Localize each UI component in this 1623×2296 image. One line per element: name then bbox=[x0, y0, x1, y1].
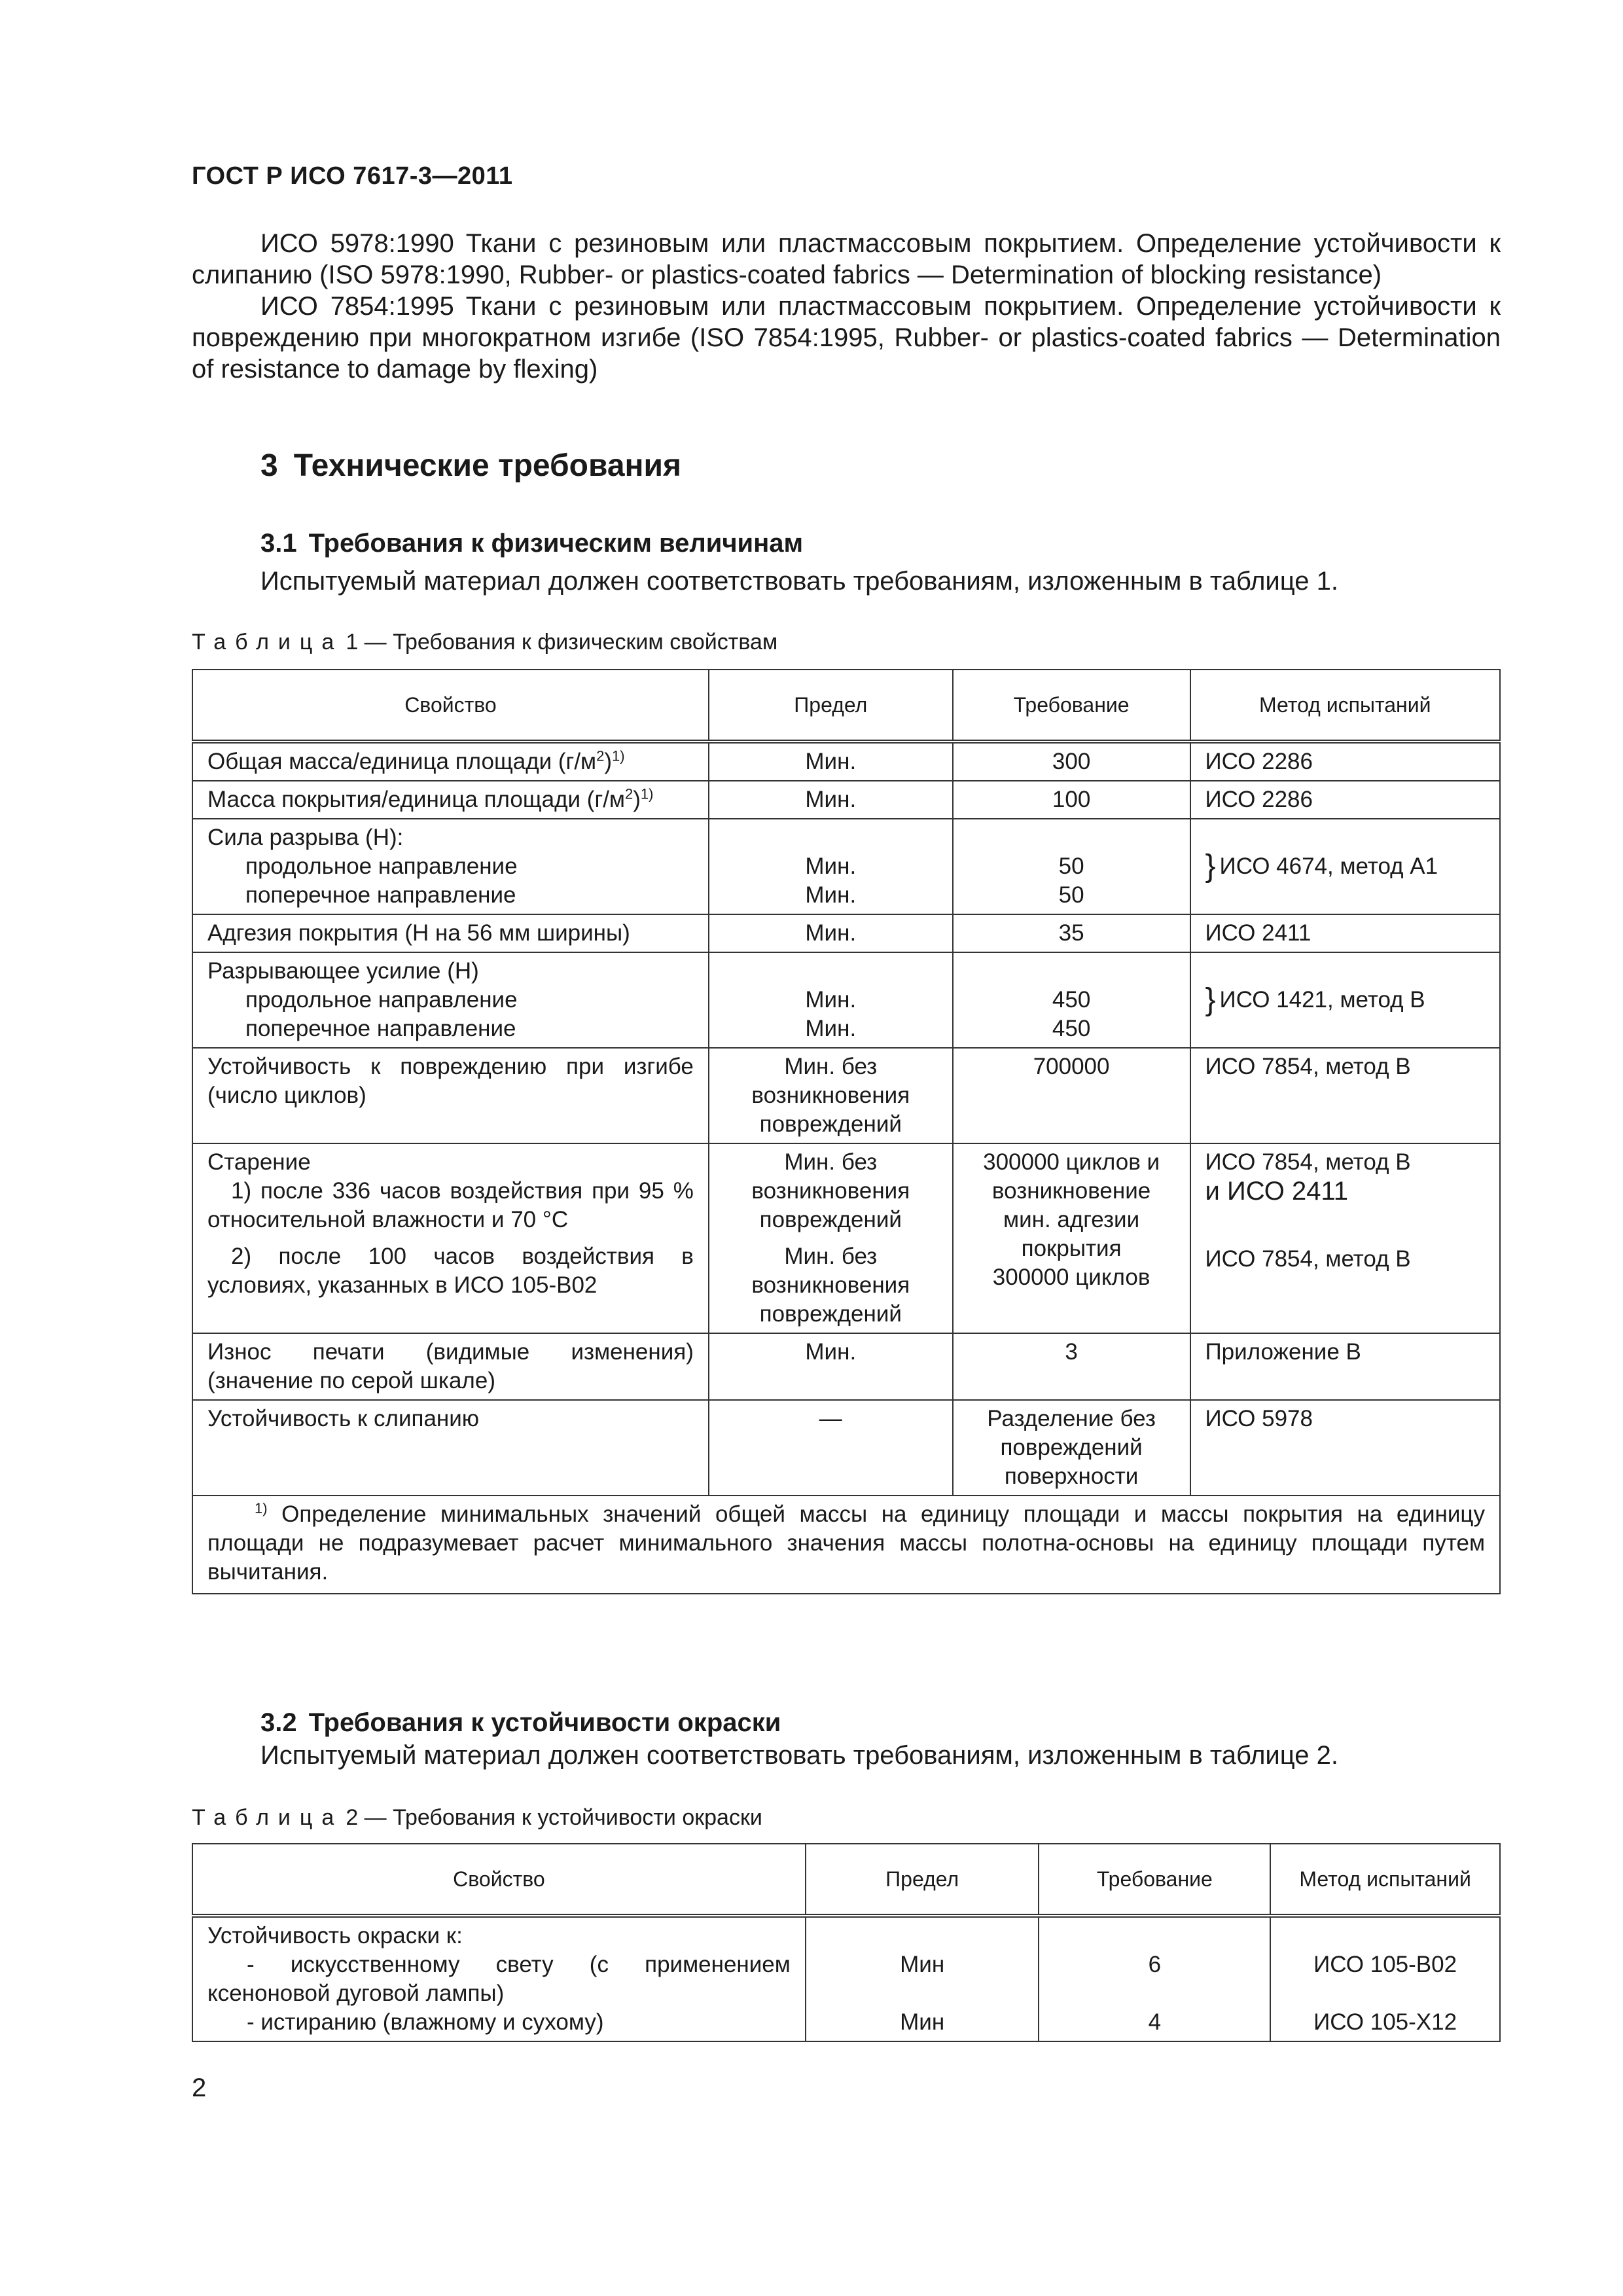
subsection-3-2-title bbox=[260, 1708, 781, 1738]
requirement-text: 450 bbox=[1052, 987, 1091, 1013]
requirement-text: 50 bbox=[1058, 853, 1084, 879]
limit-cell: Мин. без возникновения повреждений bbox=[709, 1048, 953, 1143]
property-cell bbox=[192, 819, 709, 914]
property-cell bbox=[192, 781, 709, 819]
subsection-3-2-text: Испытуемый материал должен соответствовать требованиям, изложенным в таблице 2. bbox=[260, 1741, 1338, 1770]
property-text: Старение bbox=[207, 1149, 311, 1175]
column-header: Предел bbox=[709, 670, 953, 742]
table-caption-text: 2 — Требования к устойчивости окраски bbox=[346, 1805, 762, 1830]
table-header-row bbox=[192, 670, 1500, 742]
section-title bbox=[260, 448, 681, 484]
property-text: Разрывающее усилие (Н) bbox=[207, 958, 479, 984]
superscript: 2 bbox=[625, 785, 633, 802]
table2-caption bbox=[192, 1805, 762, 1831]
requirement-text: 50 bbox=[1058, 882, 1084, 908]
limit-cell: — bbox=[709, 1400, 953, 1496]
subsection-heading: Требования к устойчивости окраски bbox=[308, 1708, 781, 1737]
limit-cell bbox=[709, 952, 953, 1048]
method-text: ИСО 7854, метод В bbox=[1205, 1246, 1411, 1272]
table1-caption bbox=[192, 630, 777, 655]
property-cell: Износ печати (видимые изменения) (значение по серой шкале) bbox=[192, 1333, 709, 1400]
property-subitem: 2) после 100 часов воздействия в условиях, указанных в ИСО 105-В02 bbox=[207, 1244, 694, 1298]
property-text: Устойчивость окраски к: bbox=[207, 1923, 463, 1948]
table-row bbox=[192, 1143, 1500, 1333]
limit-cell: Мин. bbox=[709, 781, 953, 819]
limit-cell: Мин. bbox=[709, 914, 953, 952]
table-footnote-row bbox=[192, 1496, 1500, 1594]
brace-mark: } bbox=[1205, 982, 1216, 1017]
column-header: Метод испытаний bbox=[1270, 1844, 1500, 1916]
reference-code: ИСО 7854:1995 bbox=[260, 292, 454, 321]
table-row bbox=[192, 1916, 1500, 2041]
reference-text: Ткани с резиновым или пластмассовым покрытием. Определение устойчивости к слипанию (ISO 5978:1990, Rubber- or plastics-coated fabrics — Determination of blocking resistance) bbox=[192, 229, 1501, 289]
table-row bbox=[192, 819, 1500, 914]
section-number: 3 bbox=[260, 448, 278, 483]
table-caption-text: 1 — Требования к физическим свойствам bbox=[346, 630, 778, 655]
requirement-cell bbox=[953, 952, 1190, 1048]
requirement-cell: Разделение без повреждений поверхности bbox=[953, 1400, 1190, 1496]
limit-cell bbox=[709, 819, 953, 914]
method-cell: Приложение В bbox=[1190, 1333, 1501, 1400]
superscript: 2 bbox=[596, 747, 605, 764]
property-cell bbox=[192, 1143, 709, 1333]
column-header: Требование bbox=[953, 670, 1190, 742]
column-header: Предел bbox=[806, 1844, 1039, 1916]
method-cell: ИСО 7854, метод В bbox=[1190, 1048, 1501, 1143]
method-cell: ИСО 2286 bbox=[1190, 781, 1501, 819]
property-subitem: продольное направление bbox=[245, 987, 518, 1013]
requirement-cell: 35 bbox=[953, 914, 1190, 952]
method-cell bbox=[1190, 819, 1501, 914]
subsection-number: 3.2 bbox=[260, 1708, 297, 1737]
property-subitem: поперечное направление bbox=[245, 1016, 516, 1041]
column-header: Метод испытаний bbox=[1190, 670, 1501, 742]
column-header: Свойство bbox=[192, 1844, 806, 1916]
table-row bbox=[192, 781, 1500, 819]
property-text: Сила разрыва (Н): bbox=[207, 825, 404, 850]
method-cell bbox=[1190, 952, 1501, 1048]
property-cell bbox=[192, 742, 709, 781]
subsection-3-1-text: Испытуемый материал должен соответствовать требованиям, изложенным в таблице 1. bbox=[260, 567, 1338, 596]
requirement-cell: 3 bbox=[953, 1333, 1190, 1400]
limit-text: Мин. bbox=[805, 1016, 857, 1041]
limit-text: Мин. без возникновения повреждений bbox=[751, 1244, 910, 1327]
table-row bbox=[192, 914, 1500, 952]
property-subitem: - искусственному свету (с применением ксеноновой дуговой лампы) bbox=[207, 1952, 791, 2006]
method-text: ИСО 1421, метод В bbox=[1219, 987, 1425, 1013]
property-text: ) bbox=[604, 749, 613, 774]
property-subitem: поперечное направление bbox=[245, 882, 516, 908]
limit-text: Мин. bbox=[805, 987, 857, 1013]
footnote-ref: 1) bbox=[640, 785, 654, 802]
requirement-cell: 100 bbox=[953, 781, 1190, 819]
method-text: ИСО 7854, метод В bbox=[1205, 1149, 1411, 1175]
property-cell: Адгезия покрытия (Н на 56 мм ширины) bbox=[192, 914, 709, 952]
table-row bbox=[192, 1048, 1500, 1143]
footnote-mark: 1) bbox=[255, 1500, 268, 1517]
limit-cell: Мин. bbox=[709, 742, 953, 781]
table-header-row bbox=[192, 1844, 1500, 1916]
requirement-cell: 300 bbox=[953, 742, 1190, 781]
method-text: ИСО 105-В02 bbox=[1313, 1952, 1457, 1977]
table2 bbox=[192, 1843, 1501, 2042]
requirement-text: 4 bbox=[1148, 2009, 1162, 2035]
method-cell bbox=[1190, 1143, 1501, 1333]
table-footnote bbox=[192, 1496, 1500, 1594]
table-row bbox=[192, 742, 1500, 781]
requirement-text: 6 bbox=[1148, 1952, 1162, 1977]
footnote-ref: 1) bbox=[612, 747, 625, 764]
property-text: Общая масса/единица площади (г/м bbox=[207, 749, 597, 774]
property-subitem: - истиранию (влажному и сухому) bbox=[247, 2009, 604, 2035]
property-text: Масса покрытия/единица площади (г/м bbox=[207, 787, 625, 812]
limit-cell bbox=[709, 1143, 953, 1333]
method-cell: ИСО 2286 bbox=[1190, 742, 1501, 781]
requirement-text: 300000 циклов и возникновение мин. адгезии покрытия bbox=[983, 1149, 1160, 1261]
requirement-text: 450 bbox=[1052, 1016, 1091, 1041]
requirement-cell: 700000 bbox=[953, 1048, 1190, 1143]
property-subitem: продольное направление bbox=[245, 853, 518, 879]
limit-text: Мин. без возникновения повреждений bbox=[751, 1149, 910, 1232]
requirement-cell bbox=[953, 1143, 1190, 1333]
method-cell bbox=[1270, 1916, 1500, 2041]
table-caption-label: Таблица bbox=[192, 630, 344, 655]
reference-text: Ткани с резиновым или пластмассовым покрытием. Определение устойчивости к повреждению при многократном изгибе (ISO 7854:1995, Rubber- or plastics-coated fabrics — Determination of resistance to damage by flexing) bbox=[192, 292, 1501, 384]
column-header: Требование bbox=[1039, 1844, 1270, 1916]
property-cell bbox=[192, 1916, 806, 2041]
property-subitem: 1) после 336 часов воздействия при 95 % относительной влажности и 70 °С bbox=[207, 1178, 694, 1232]
table-caption-label: Таблица bbox=[192, 1805, 344, 1830]
method-cell: ИСО 2411 bbox=[1190, 914, 1501, 952]
limit-cell: Мин. bbox=[709, 1333, 953, 1400]
method-text: и ИСО 2411 bbox=[1205, 1177, 1348, 1206]
limit-text: Мин bbox=[900, 2009, 945, 2035]
section-heading: Технические требования bbox=[293, 448, 682, 483]
requirement-cell bbox=[1039, 1916, 1270, 2041]
property-cell: Устойчивость к слипанию bbox=[192, 1400, 709, 1496]
column-header: Свойство bbox=[192, 670, 709, 742]
table1 bbox=[192, 669, 1501, 1594]
reference-item bbox=[192, 228, 1501, 291]
requirement-cell bbox=[953, 819, 1190, 914]
footnote-text: Определение минимальных значений общей массы на единицу площади и массы покрытия на единицу площади не подразумевает расчет минимального значения массы полотна-основы на единицу площади путем вычитания. bbox=[207, 1501, 1485, 1585]
property-cell bbox=[192, 952, 709, 1048]
table-row bbox=[192, 952, 1500, 1048]
document-header: ГОСТ Р ИСО 7617-3—2011 bbox=[192, 162, 513, 190]
references-list bbox=[192, 228, 1501, 385]
subsection-heading: Требования к физическим величинам bbox=[308, 529, 804, 558]
subsection-3-1-title bbox=[260, 529, 803, 558]
requirement-text: 300000 циклов bbox=[992, 1265, 1150, 1290]
table-row bbox=[192, 1400, 1500, 1496]
property-text: ) bbox=[633, 787, 641, 812]
reference-item bbox=[192, 291, 1501, 385]
method-cell: ИСО 5978 bbox=[1190, 1400, 1501, 1496]
reference-code: ИСО 5978:1990 bbox=[260, 229, 454, 258]
limit-text: Мин. bbox=[805, 853, 857, 879]
limit-text: Мин bbox=[900, 1952, 945, 1977]
brace-mark: } bbox=[1205, 849, 1216, 884]
subsection-number: 3.1 bbox=[260, 529, 297, 558]
page-number: 2 bbox=[192, 2073, 207, 2102]
limit-cell bbox=[806, 1916, 1039, 2041]
limit-text: Мин. bbox=[805, 882, 857, 908]
table-row bbox=[192, 1333, 1500, 1400]
method-text: ИСО 105-X12 bbox=[1313, 2009, 1457, 2035]
property-cell: Устойчивость к повреждению при изгибе (число циклов) bbox=[192, 1048, 709, 1143]
method-text: ИСО 4674, метод А1 bbox=[1219, 853, 1438, 879]
